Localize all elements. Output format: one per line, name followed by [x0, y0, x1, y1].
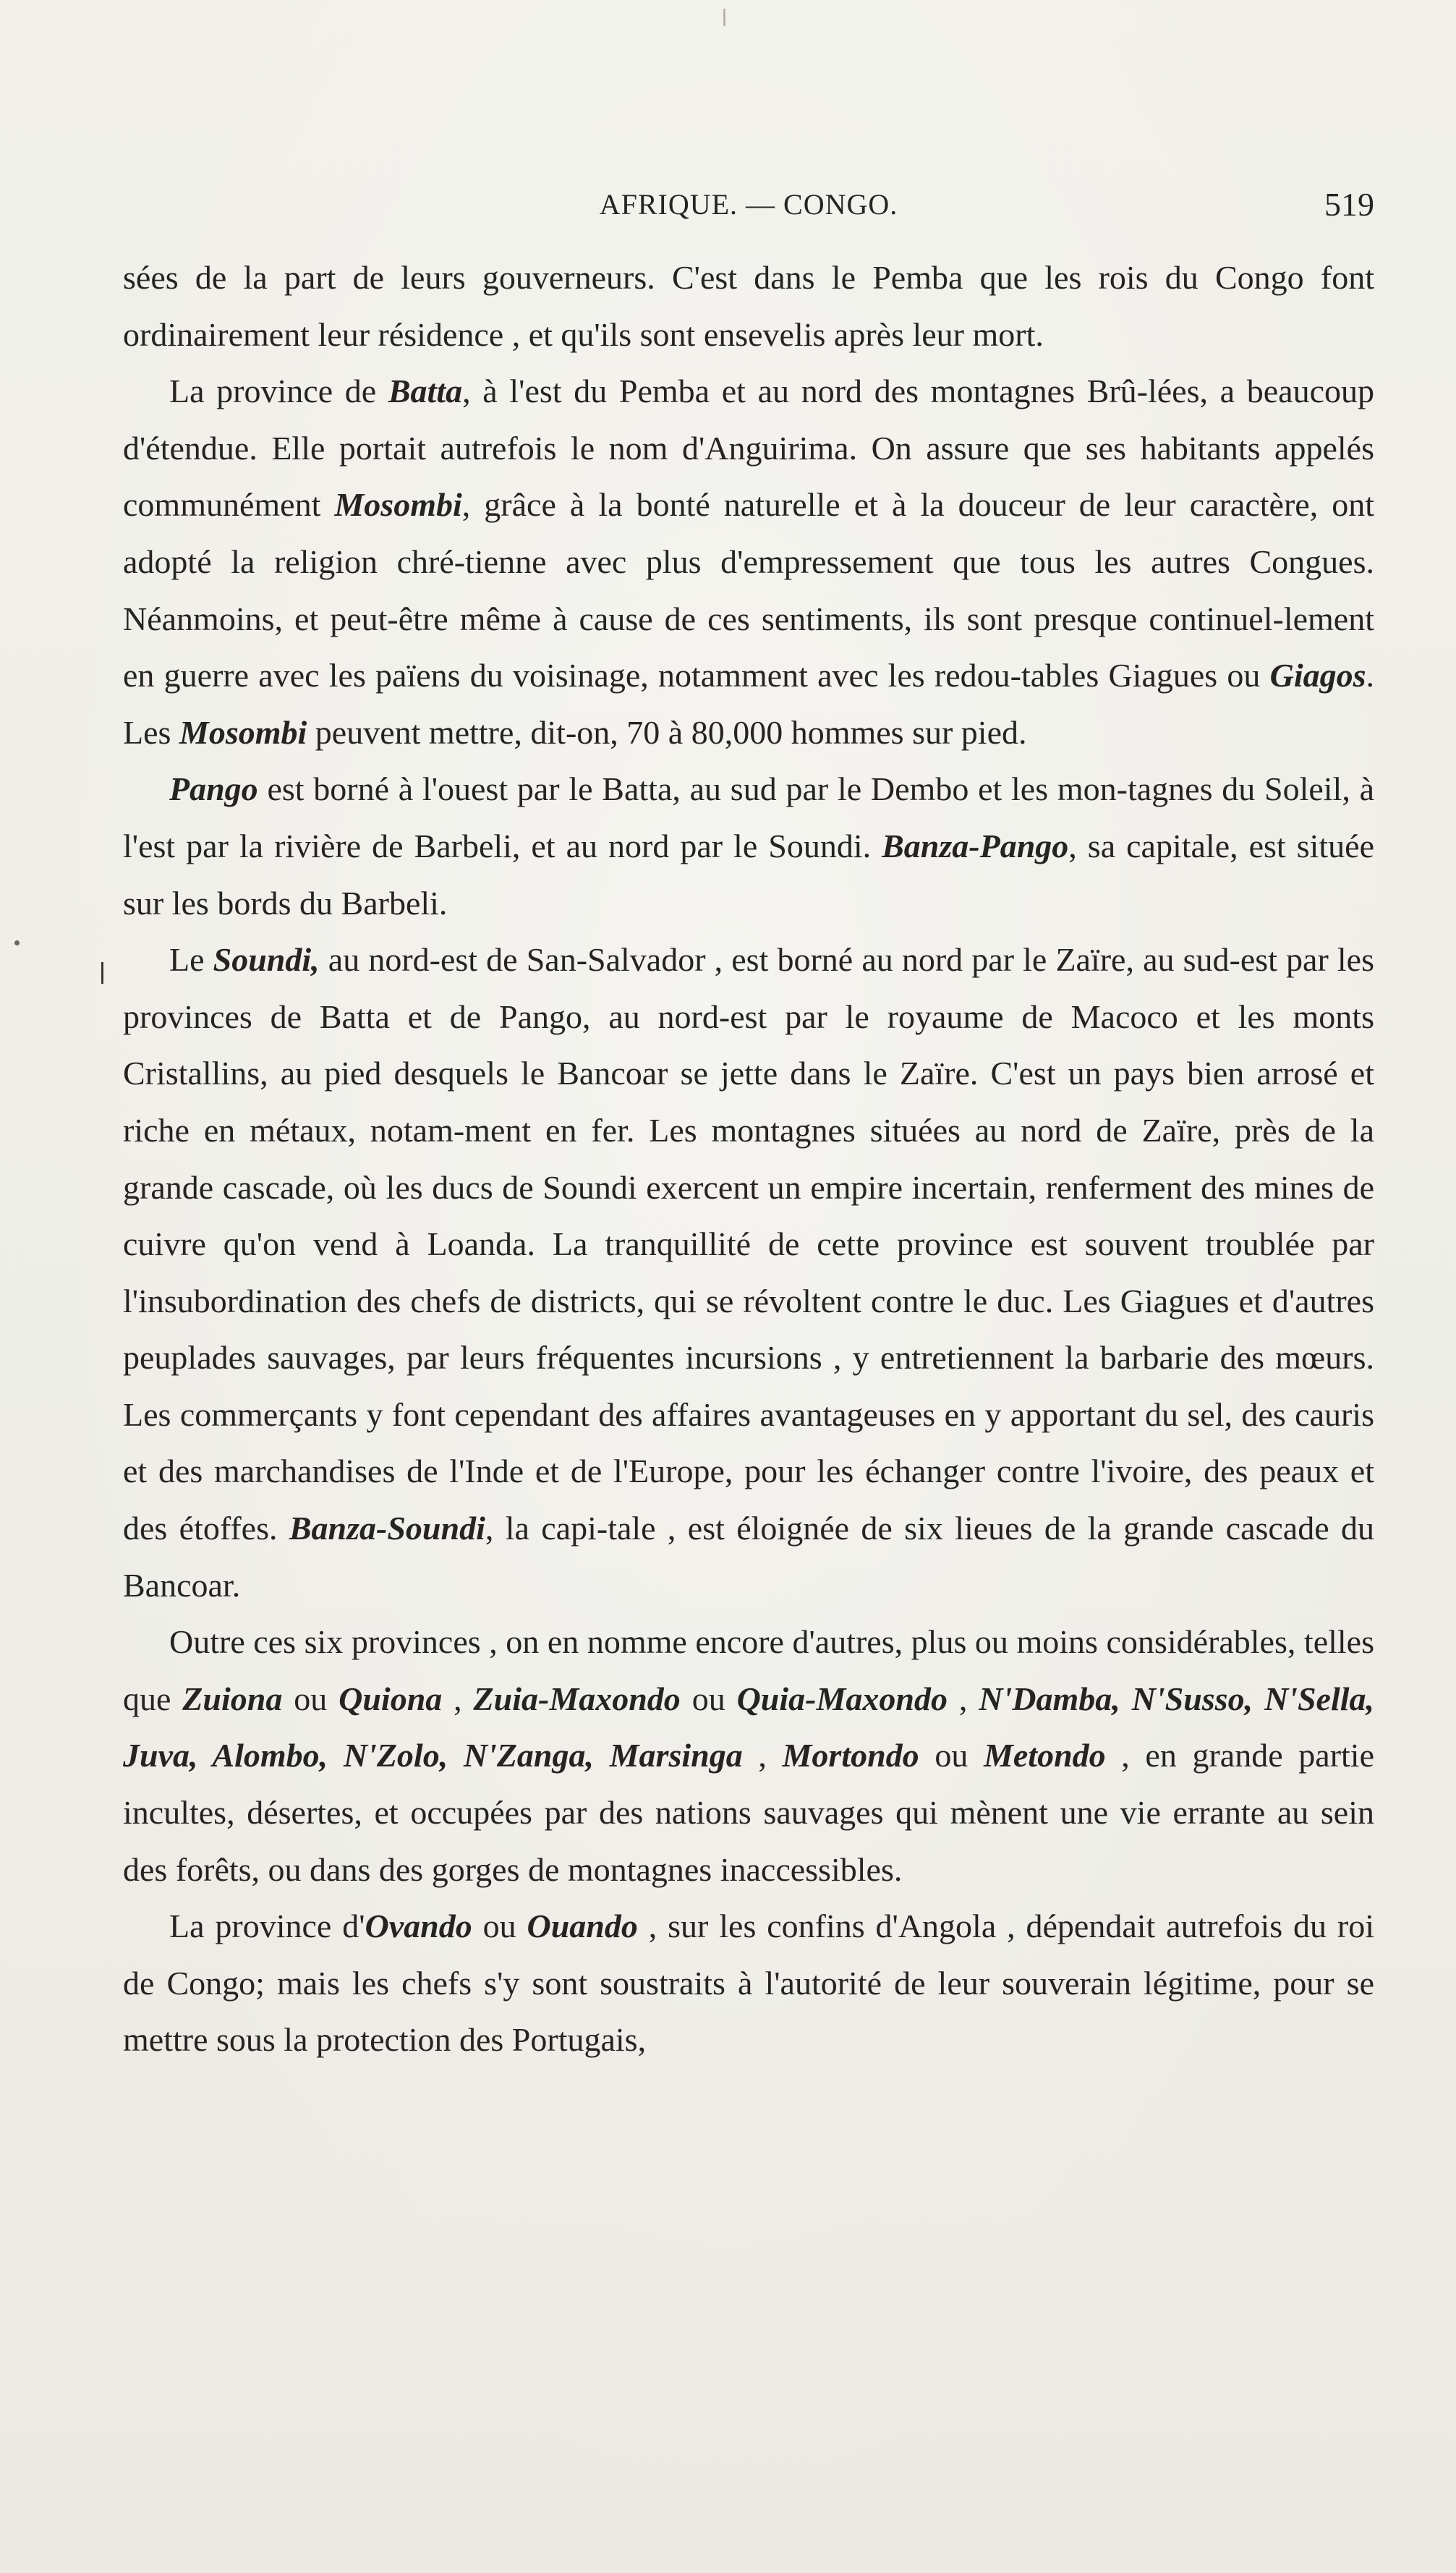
text-run: est borné à l'ouest par le Batta, au sud par le Dembo et les mon-tagnes du Soleil, à l'est par la rivière de Barbeli, et au nord par le Soundi. [123, 770, 1374, 864]
italic-term: Giagos [1269, 657, 1366, 694]
italic-term: Banza-Pango [882, 827, 1069, 864]
text-run: , [442, 1680, 474, 1717]
paragraph [123, 250, 1374, 363]
running-title: AFRIQUE. — CONGO. [599, 188, 898, 221]
text-run: ou [472, 1908, 527, 1945]
text-run: , en grande partie incultes, désertes, et occupées par des nations sauvages qui mènent une vie errante au sein des forêts, ou dans des gorges de montagnes inaccessibles. [123, 1737, 1374, 1888]
italic-term: Pango [169, 770, 258, 808]
italic-term: Metondo [983, 1737, 1106, 1774]
paragraph [123, 1898, 1374, 2069]
italic-term: Batta [388, 373, 463, 410]
italic-term: Zuiona [182, 1680, 283, 1717]
body-text [123, 250, 1374, 2069]
italic-term: Ovando [365, 1908, 472, 1945]
italic-term: Ouando [527, 1908, 638, 1945]
text-run: peuvent mettre, dit-on, 70 à 80,000 hommes sur pied. [307, 713, 1027, 751]
paragraph [123, 761, 1374, 932]
paragraph [123, 363, 1374, 761]
paragraph [123, 932, 1374, 1614]
text-run: ou [919, 1737, 984, 1774]
page-header [123, 179, 1374, 230]
text-run: , sur les confins d'Angola , dépendait autrefois du roi de Congo; mais les chefs s'y sont soustraits à l'autorité de leur souverain légitime, pour se mettre sous la protection des Portugais, [123, 1908, 1374, 2059]
scan-mark [723, 9, 725, 26]
italic-term: N'Damba, N'Susso, N'Sella, Juva, Alombo, N'Zolo, N'Zanga, Marsinga [123, 1680, 1375, 1774]
text-run: La province d' [169, 1908, 365, 1945]
text-run: Outre ces six provinces , on en nomme encore d'autres, plus ou moins considérables, telles que [123, 1623, 1374, 1717]
text-run: ou [680, 1680, 737, 1717]
text-run: au nord-est de San-Salvador , est borné au nord par le Zaïre, au sud-est par les provinces de Batta et de Pango, au nord-est par le royaume de Macoco et les monts Cristallins, au pied desquels le Bancoar se jette dans le Zaïre. C'est un pays bien arrosé et riche en métaux, notam-ment en fer. Les montagnes situées au nord de Zaïre, près de la grande cascade, où les ducs de Soundi exercent un empire incertain, renferment des mines de cuivre qu'on vend à Loanda. La tranquillité de cette province est souvent troublée par l'insubordination des chefs de districts, qui se révoltent contre le duc. Les Giagues et d'autres peuplades sauvages, par leurs fréquentes incursions , y entretiennent la barbarie des mœurs. Les commerçants y font cependant des affaires avantageuses en y apportant du sel, des cauris et des marchandises de l'Inde et de l'Europe, pour les échanger contre l'ivoire, des peaux et des étoffes. [123, 941, 1375, 1547]
text-run: . Les [123, 657, 1374, 751]
margin-mark [101, 962, 103, 984]
text-run: , sa capitale, est située sur les bords du Barbeli. [123, 827, 1374, 922]
italic-term: Zuia-Maxondo [473, 1680, 681, 1717]
paragraph [123, 1614, 1374, 1898]
italic-term: Mosombi [334, 486, 462, 524]
italic-term: Quiona [339, 1680, 443, 1717]
italic-term: Quia-Maxondo [736, 1680, 948, 1717]
text-run: La province de [169, 373, 388, 410]
italic-term: Banza-Soundi [289, 1510, 485, 1547]
text-run: , grâce à la bonté naturelle et à la douceur de leur caractère, ont adopté la religion chré-tienne avec plus d'empressement que tous les autres Congues. Néanmoins, et peut-être même à cause de ces sentiments, ils sont presque continuel-lement en guerre avec les païens du voisinage, notamment avec les redou-tables Giagues ou [123, 486, 1375, 694]
text-run: , [742, 1737, 783, 1774]
italic-term: Mortondo [782, 1737, 919, 1774]
text-run: sées de la part de leurs gouverneurs. C'est dans le Pemba que les rois du Congo font ordinairement leur résidence , et qu'ils sont ensevelis après leur mort. [123, 259, 1374, 353]
italic-term: Soundi, [213, 941, 320, 979]
text-run: , [947, 1680, 979, 1717]
text-run: , à l'est du Pemba et au nord des montagnes Brû-lées, a beaucoup d'étendue. Elle portait autrefois le nom d'Anguirima. On assure que ses habitants appelés communément [123, 373, 1374, 524]
text-run: Le [169, 941, 213, 979]
text-run: ou [282, 1680, 339, 1717]
italic-term: Mosombi [179, 713, 307, 751]
margin-speck [14, 940, 20, 945]
text-run: , la capi-tale , est éloignée de six lieues de la grande cascade du Bancoar. [123, 1510, 1374, 1604]
page-number: 519 [1324, 186, 1374, 223]
